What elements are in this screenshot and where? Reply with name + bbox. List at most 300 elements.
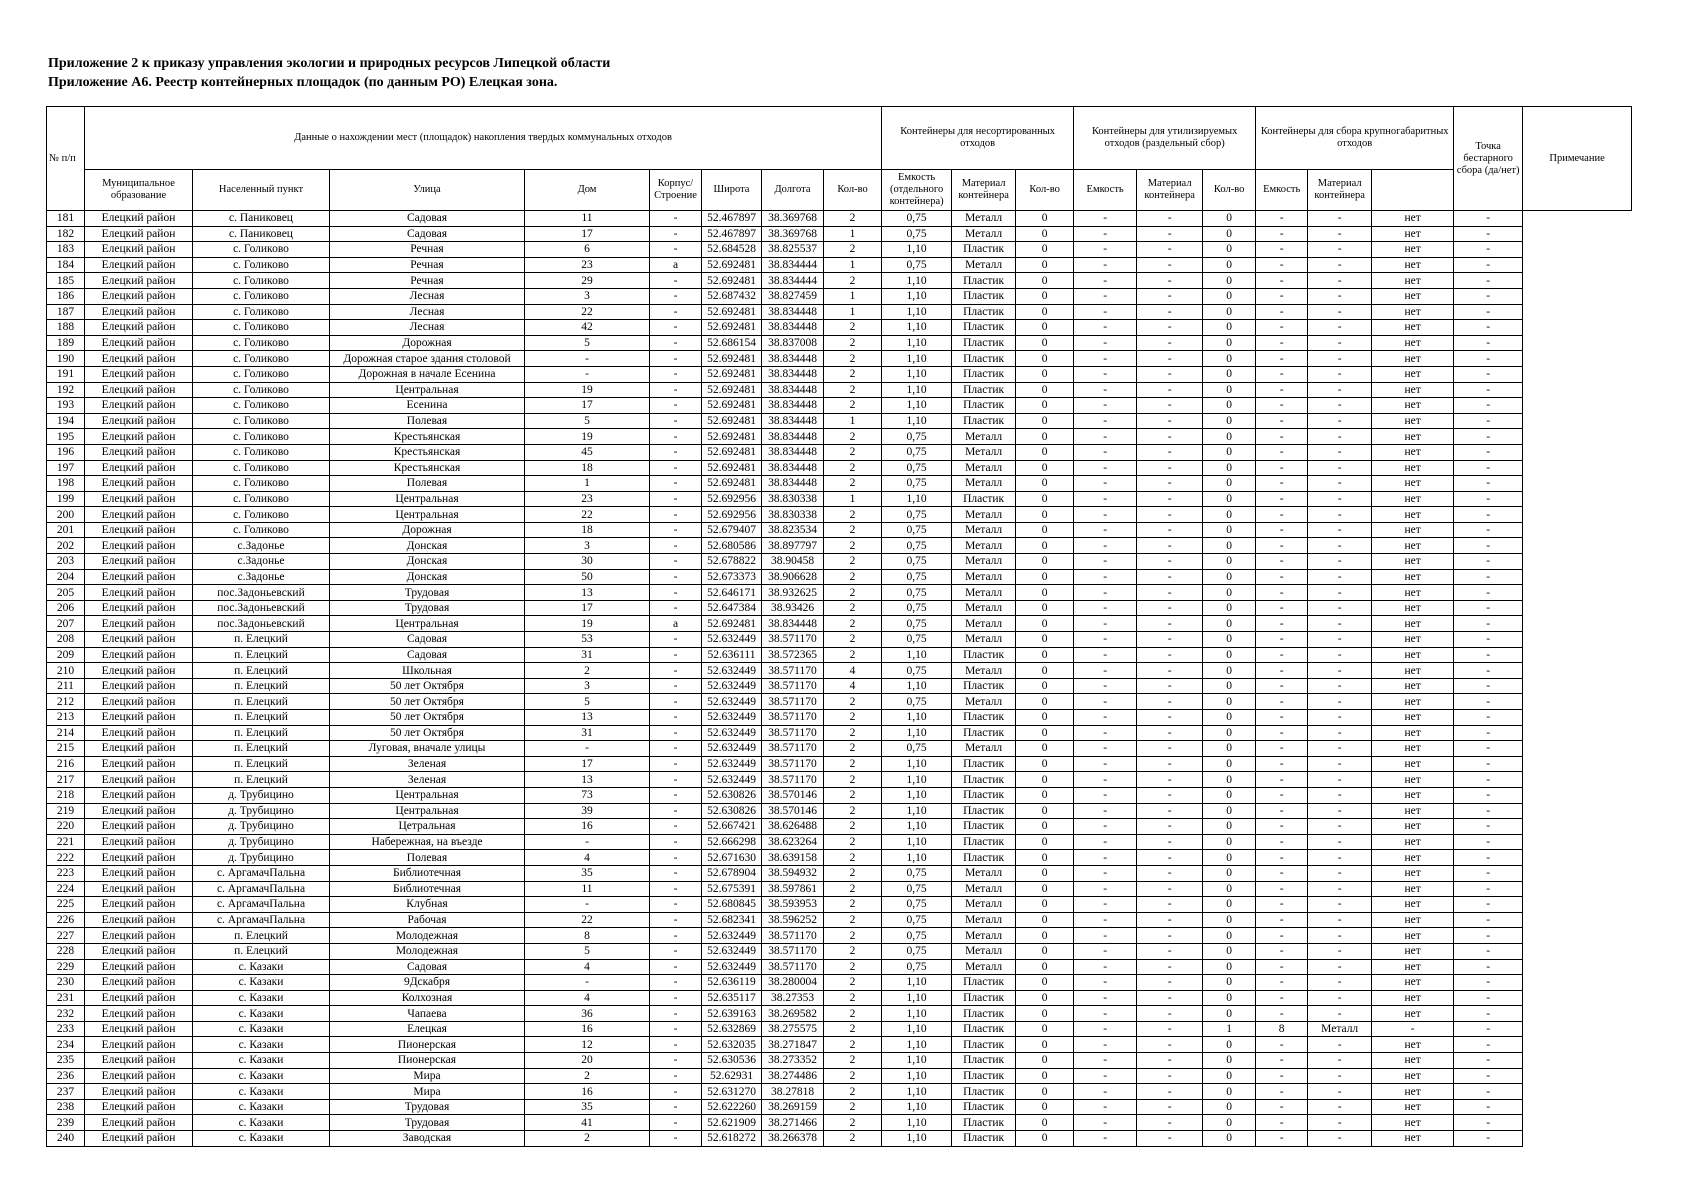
recyclable-capacity-cell: - — [1074, 772, 1137, 788]
unsorted-qty-cell: 2 — [824, 569, 882, 585]
street-cell: Библиотечная — [330, 881, 525, 897]
unsorted-material-cell: Пластик — [952, 725, 1016, 741]
unsorted-qty-cell: 2 — [824, 211, 882, 227]
house-cell: 11 — [525, 211, 650, 227]
bulky-capacity-cell: - — [1256, 320, 1308, 336]
bulky-capacity-cell: - — [1256, 413, 1308, 429]
unsorted-material-cell: Металл — [952, 257, 1016, 273]
recyclable-qty-cell: 0 — [1016, 928, 1074, 944]
recyclable-material-cell: - — [1137, 912, 1203, 928]
lon-cell: 38.834448 — [762, 476, 824, 492]
municipality-cell: Елецкий район — [85, 242, 193, 258]
row-num: 219 — [47, 803, 85, 819]
lon-cell: 38.271466 — [762, 1115, 824, 1131]
note-cell: - — [1454, 803, 1523, 819]
recyclable-qty-cell: 0 — [1016, 834, 1074, 850]
building-cell: - — [650, 429, 702, 445]
document-titles — [48, 54, 610, 92]
bulky-qty-cell: 0 — [1203, 632, 1256, 648]
bulky-capacity-cell: - — [1256, 647, 1308, 663]
row-num: 209 — [47, 647, 85, 663]
unsorted-capacity-cell: 1,10 — [882, 819, 952, 835]
row-num: 226 — [47, 912, 85, 928]
building-cell: - — [650, 460, 702, 476]
building-cell: - — [650, 569, 702, 585]
recyclable-capacity-cell: - — [1074, 725, 1137, 741]
recyclable-material-cell: - — [1137, 959, 1203, 975]
table-row — [47, 413, 1632, 429]
note-cell: - — [1454, 585, 1523, 601]
lat-cell: 52.692481 — [702, 382, 762, 398]
table-row — [47, 1037, 1632, 1053]
settlement-cell: с. Казаки — [193, 1115, 330, 1131]
street-cell: 50 лет Октября — [330, 694, 525, 710]
unsorted-material-cell: Пластик — [952, 398, 1016, 414]
house-cell: 18 — [525, 522, 650, 538]
street-cell: Донская — [330, 569, 525, 585]
note-cell: - — [1454, 398, 1523, 414]
row-num: 202 — [47, 538, 85, 554]
bulky-material-cell: - — [1308, 834, 1372, 850]
note-cell: - — [1454, 522, 1523, 538]
recyclable-qty-cell: 0 — [1016, 444, 1074, 460]
unsorted-capacity-cell: 1,10 — [882, 990, 952, 1006]
recyclable-qty-cell: 0 — [1016, 741, 1074, 757]
recyclable-material-cell: - — [1137, 710, 1203, 726]
table-row — [47, 632, 1632, 648]
recyclable-capacity-cell: - — [1074, 460, 1137, 476]
bulky-qty-cell: 0 — [1203, 1053, 1256, 1069]
unsorted-material-cell: Металл — [952, 444, 1016, 460]
lat-cell: 52.631270 — [702, 1084, 762, 1100]
bulky-qty-cell: 0 — [1203, 398, 1256, 414]
row-num: 239 — [47, 1115, 85, 1131]
unsorted-material-cell: Пластик — [952, 288, 1016, 304]
recyclable-qty-cell: 0 — [1016, 1115, 1074, 1131]
free-point-cell: нет — [1372, 1006, 1454, 1022]
unsorted-qty-cell: 1 — [824, 226, 882, 242]
bulky-material-cell: - — [1308, 398, 1372, 414]
house-cell: 22 — [525, 507, 650, 523]
title-line-1: Приложение 2 к приказу управления экологии и природных ресурсов Липецкой области — [48, 56, 611, 71]
street-cell: Трудовая — [330, 1099, 525, 1115]
free-point-cell: нет — [1372, 242, 1454, 258]
unsorted-qty-cell: 2 — [824, 398, 882, 414]
bulky-qty-cell: 0 — [1203, 273, 1256, 289]
recyclable-qty-cell: 0 — [1016, 865, 1074, 881]
lat-cell: 52.647384 — [702, 600, 762, 616]
recyclable-qty-cell: 0 — [1016, 257, 1074, 273]
settlement-cell: с. Голиково — [193, 351, 330, 367]
settlement-cell: п. Елецкий — [193, 647, 330, 663]
unsorted-capacity-cell: 1,10 — [882, 975, 952, 991]
free-point-cell: нет — [1372, 912, 1454, 928]
bulky-qty-cell: 0 — [1203, 647, 1256, 663]
bulky-material-cell: - — [1308, 335, 1372, 351]
row-num: 231 — [47, 990, 85, 1006]
bulky-capacity-cell: - — [1256, 1099, 1308, 1115]
house-cell: - — [525, 351, 650, 367]
header-location-group: Данные о нахождении мест (площадок) накопления твердых коммунальных отходов — [85, 107, 882, 170]
header-num: № п/п — [47, 107, 85, 211]
table-row — [47, 398, 1632, 414]
settlement-cell: п. Елецкий — [193, 928, 330, 944]
unsorted-capacity-cell: 0,75 — [882, 865, 952, 881]
recyclable-material-cell: - — [1137, 897, 1203, 913]
bulky-qty-cell: 0 — [1203, 569, 1256, 585]
recyclable-material-cell: - — [1137, 1037, 1203, 1053]
recyclable-material-cell: - — [1137, 585, 1203, 601]
bulky-qty-cell: 0 — [1203, 1099, 1256, 1115]
recyclable-qty-cell: 0 — [1016, 990, 1074, 1006]
unsorted-material-cell: Пластик — [952, 382, 1016, 398]
unsorted-qty-cell: 2 — [824, 460, 882, 476]
unsorted-qty-cell: 2 — [824, 1037, 882, 1053]
header-unsorted-capacity: Емкость (отдельного контейнера) — [882, 170, 952, 211]
row-num: 214 — [47, 725, 85, 741]
settlement-cell: д. Трубицино — [193, 850, 330, 866]
free-point-cell: нет — [1372, 772, 1454, 788]
free-point-cell: нет — [1372, 476, 1454, 492]
settlement-cell: с. Казаки — [193, 1006, 330, 1022]
municipality-cell: Елецкий район — [85, 1006, 193, 1022]
settlement-cell: с. Голиково — [193, 335, 330, 351]
lat-cell: 52.632449 — [702, 725, 762, 741]
bulky-qty-cell: 0 — [1203, 990, 1256, 1006]
lon-cell: 38.571170 — [762, 756, 824, 772]
unsorted-material-cell: Металл — [952, 460, 1016, 476]
municipality-cell: Елецкий район — [85, 444, 193, 460]
bulky-qty-cell: 0 — [1203, 335, 1256, 351]
row-num: 235 — [47, 1053, 85, 1069]
bulky-qty-cell: 0 — [1203, 211, 1256, 227]
unsorted-qty-cell: 2 — [824, 444, 882, 460]
table-row — [47, 663, 1632, 679]
settlement-cell: с. Казаки — [193, 975, 330, 991]
lat-cell: 52.618272 — [702, 1131, 762, 1147]
street-cell: Крестьянская — [330, 444, 525, 460]
row-num: 213 — [47, 710, 85, 726]
bulky-material-cell: - — [1308, 211, 1372, 227]
lat-cell: 52.622260 — [702, 1099, 762, 1115]
unsorted-qty-cell: 2 — [824, 538, 882, 554]
recyclable-qty-cell: 0 — [1016, 694, 1074, 710]
recyclable-material-cell: - — [1137, 663, 1203, 679]
unsorted-qty-cell: 2 — [824, 382, 882, 398]
bulky-material-cell: - — [1308, 226, 1372, 242]
settlement-cell: с. АргамачПальна — [193, 881, 330, 897]
settlement-cell: п. Елецкий — [193, 725, 330, 741]
unsorted-capacity-cell: 1,10 — [882, 850, 952, 866]
header-recyclable-qty: Кол-во — [1016, 170, 1074, 211]
building-cell: - — [650, 444, 702, 460]
recyclable-qty-cell: 0 — [1016, 943, 1074, 959]
bulky-capacity-cell: - — [1256, 600, 1308, 616]
row-num: 228 — [47, 943, 85, 959]
unsorted-capacity-cell: 1,10 — [882, 1115, 952, 1131]
lat-cell: 52.632449 — [702, 772, 762, 788]
header-house: Дом — [525, 170, 650, 211]
bulky-qty-cell: 0 — [1203, 1068, 1256, 1084]
municipality-cell: Елецкий район — [85, 694, 193, 710]
free-point-cell: нет — [1372, 1053, 1454, 1069]
lon-cell: 38.834448 — [762, 366, 824, 382]
street-cell: Лесная — [330, 320, 525, 336]
bulky-capacity-cell: - — [1256, 382, 1308, 398]
unsorted-material-cell: Пластик — [952, 1037, 1016, 1053]
recyclable-capacity-cell: - — [1074, 694, 1137, 710]
lon-cell: 38.837008 — [762, 335, 824, 351]
unsorted-qty-cell: 2 — [824, 320, 882, 336]
building-cell: - — [650, 304, 702, 320]
street-cell: Дорожная в начале Есенина — [330, 366, 525, 382]
street-cell: Полевая — [330, 413, 525, 429]
municipality-cell: Елецкий район — [85, 975, 193, 991]
recyclable-capacity-cell: - — [1074, 522, 1137, 538]
lat-cell: 52.692481 — [702, 398, 762, 414]
recyclable-material-cell: - — [1137, 725, 1203, 741]
bulky-capacity-cell: - — [1256, 554, 1308, 570]
recyclable-capacity-cell: - — [1074, 819, 1137, 835]
bulky-material-cell: - — [1308, 382, 1372, 398]
table-row — [47, 710, 1632, 726]
free-point-cell: нет — [1372, 522, 1454, 538]
recyclable-capacity-cell: - — [1074, 1037, 1137, 1053]
unsorted-capacity-cell: 0,75 — [882, 741, 952, 757]
unsorted-capacity-cell: 0,75 — [882, 912, 952, 928]
unsorted-qty-cell: 2 — [824, 273, 882, 289]
recyclable-capacity-cell: - — [1074, 881, 1137, 897]
municipality-cell: Елецкий район — [85, 226, 193, 242]
unsorted-capacity-cell: 1,10 — [882, 398, 952, 414]
unsorted-capacity-cell: 1,10 — [882, 1006, 952, 1022]
recyclable-capacity-cell: - — [1074, 476, 1137, 492]
house-cell: 16 — [525, 1021, 650, 1037]
row-num: 186 — [47, 288, 85, 304]
unsorted-material-cell: Металл — [952, 585, 1016, 601]
settlement-cell: п. Елецкий — [193, 663, 330, 679]
header-recyclable-capacity: Емкость — [1074, 170, 1137, 211]
house-cell: - — [525, 975, 650, 991]
note-cell: - — [1454, 741, 1523, 757]
lon-cell: 38.571170 — [762, 772, 824, 788]
unsorted-qty-cell: 2 — [824, 975, 882, 991]
free-point-cell: нет — [1372, 959, 1454, 975]
municipality-cell: Елецкий район — [85, 1021, 193, 1037]
recyclable-qty-cell: 0 — [1016, 351, 1074, 367]
recyclable-capacity-cell: - — [1074, 943, 1137, 959]
street-cell: Садовая — [330, 226, 525, 242]
unsorted-qty-cell: 2 — [824, 1099, 882, 1115]
note-cell: - — [1454, 320, 1523, 336]
free-point-cell: нет — [1372, 881, 1454, 897]
table-row — [47, 444, 1632, 460]
lat-cell: 52.630826 — [702, 787, 762, 803]
lat-cell: 52.630536 — [702, 1053, 762, 1069]
free-point-cell: нет — [1372, 335, 1454, 351]
building-cell: - — [650, 725, 702, 741]
lon-cell: 38.369768 — [762, 211, 824, 227]
unsorted-qty-cell: 2 — [824, 756, 882, 772]
municipality-cell: Елецкий район — [85, 476, 193, 492]
bulky-qty-cell: 0 — [1203, 943, 1256, 959]
bulky-qty-cell: 0 — [1203, 538, 1256, 554]
recyclable-capacity-cell: - — [1074, 366, 1137, 382]
bulky-material-cell: - — [1308, 522, 1372, 538]
lon-cell: 38.597861 — [762, 881, 824, 897]
lon-cell: 38.897797 — [762, 538, 824, 554]
street-cell: Речная — [330, 273, 525, 289]
recyclable-capacity-cell: - — [1074, 351, 1137, 367]
lat-cell: 52.686154 — [702, 335, 762, 351]
house-cell: 5 — [525, 413, 650, 429]
municipality-cell: Елецкий район — [85, 507, 193, 523]
bulky-material-cell: - — [1308, 756, 1372, 772]
street-cell: Донская — [330, 538, 525, 554]
recyclable-capacity-cell: - — [1074, 663, 1137, 679]
unsorted-capacity-cell: 1,10 — [882, 382, 952, 398]
recyclable-material-cell: - — [1137, 1084, 1203, 1100]
unsorted-capacity-cell: 1,10 — [882, 304, 952, 320]
bulky-capacity-cell: - — [1256, 959, 1308, 975]
recyclable-capacity-cell: - — [1074, 803, 1137, 819]
municipality-cell: Елецкий район — [85, 538, 193, 554]
free-point-cell: нет — [1372, 351, 1454, 367]
house-cell: 23 — [525, 491, 650, 507]
unsorted-material-cell: Пластик — [952, 710, 1016, 726]
settlement-cell: с. Казаки — [193, 1084, 330, 1100]
house-cell: 3 — [525, 288, 650, 304]
house-cell: 16 — [525, 1084, 650, 1100]
recyclable-capacity-cell: - — [1074, 1006, 1137, 1022]
house-cell: 13 — [525, 772, 650, 788]
note-cell: - — [1454, 632, 1523, 648]
street-cell: Зеленая — [330, 756, 525, 772]
unsorted-material-cell: Металл — [952, 554, 1016, 570]
unsorted-capacity-cell: 1,10 — [882, 772, 952, 788]
lat-cell: 52.678904 — [702, 865, 762, 881]
row-num: 205 — [47, 585, 85, 601]
lon-cell: 38.275575 — [762, 1021, 824, 1037]
house-cell: 20 — [525, 1053, 650, 1069]
bulky-capacity-cell: - — [1256, 912, 1308, 928]
recyclable-qty-cell: 0 — [1016, 632, 1074, 648]
table-row — [47, 554, 1632, 570]
municipality-cell: Елецкий район — [85, 1099, 193, 1115]
house-cell: 42 — [525, 320, 650, 336]
table-row — [47, 694, 1632, 710]
table-row — [47, 1053, 1632, 1069]
street-cell: Речная — [330, 242, 525, 258]
street-cell: Дорожная старое здания столовой — [330, 351, 525, 367]
municipality-cell: Елецкий район — [85, 834, 193, 850]
lon-cell: 38.626488 — [762, 819, 824, 835]
recyclable-capacity-cell: - — [1074, 382, 1137, 398]
bulky-qty-cell: 0 — [1203, 351, 1256, 367]
street-cell: Пионерская — [330, 1037, 525, 1053]
table-row — [47, 211, 1632, 227]
street-cell: Зеленая — [330, 772, 525, 788]
street-cell: Клубная — [330, 897, 525, 913]
lon-cell: 38.834448 — [762, 351, 824, 367]
settlement-cell: с. Голиково — [193, 507, 330, 523]
lat-cell: 52.646171 — [702, 585, 762, 601]
lat-cell: 52.636119 — [702, 975, 762, 991]
lat-cell: 52.636111 — [702, 647, 762, 663]
lon-cell: 38.830338 — [762, 491, 824, 507]
lon-cell: 38.571170 — [762, 678, 824, 694]
table-row — [47, 366, 1632, 382]
recyclable-material-cell: - — [1137, 943, 1203, 959]
municipality-cell: Елецкий район — [85, 413, 193, 429]
street-cell: Центральная — [330, 787, 525, 803]
header-lat: Широта — [702, 170, 762, 211]
unsorted-capacity-cell: 1,10 — [882, 366, 952, 382]
recyclable-capacity-cell: - — [1074, 741, 1137, 757]
note-cell: - — [1454, 881, 1523, 897]
table-row — [47, 772, 1632, 788]
recyclable-material-cell: - — [1137, 491, 1203, 507]
settlement-cell: д. Трубицино — [193, 803, 330, 819]
unsorted-material-cell: Металл — [952, 663, 1016, 679]
bulky-qty-cell: 0 — [1203, 444, 1256, 460]
bulky-capacity-cell: - — [1256, 1037, 1308, 1053]
bulky-material-cell: - — [1308, 928, 1372, 944]
bulky-capacity-cell: - — [1256, 460, 1308, 476]
lat-cell: 52.632449 — [702, 710, 762, 726]
recyclable-material-cell: - — [1137, 429, 1203, 445]
municipality-cell: Елецкий район — [85, 772, 193, 788]
recyclable-qty-cell: 0 — [1016, 1131, 1074, 1147]
bulky-capacity-cell: - — [1256, 803, 1308, 819]
house-cell: 13 — [525, 585, 650, 601]
recyclable-qty-cell: 0 — [1016, 1037, 1074, 1053]
header-recyclable-group: Контейнеры для утилизируемых отходов (раздельный сбор) — [1074, 107, 1256, 170]
settlement-cell: с. Голиково — [193, 382, 330, 398]
row-num: 204 — [47, 569, 85, 585]
row-num: 224 — [47, 881, 85, 897]
table-row — [47, 803, 1632, 819]
house-cell: 5 — [525, 943, 650, 959]
house-cell: 17 — [525, 756, 650, 772]
unsorted-material-cell: Пластик — [952, 1021, 1016, 1037]
building-cell: - — [650, 1068, 702, 1084]
building-cell: - — [650, 1099, 702, 1115]
lon-cell: 38.823534 — [762, 522, 824, 538]
bulky-material-cell: - — [1308, 1053, 1372, 1069]
recyclable-capacity-cell: - — [1074, 678, 1137, 694]
free-point-cell: нет — [1372, 725, 1454, 741]
recyclable-capacity-cell: - — [1074, 585, 1137, 601]
free-point-cell: нет — [1372, 897, 1454, 913]
recyclable-material-cell: - — [1137, 819, 1203, 835]
municipality-cell: Елецкий район — [85, 273, 193, 289]
house-cell: 16 — [525, 819, 650, 835]
note-cell: - — [1454, 710, 1523, 726]
note-cell: - — [1454, 663, 1523, 679]
note-cell: - — [1454, 787, 1523, 803]
recyclable-capacity-cell: - — [1074, 897, 1137, 913]
bulky-capacity-cell: - — [1256, 398, 1308, 414]
bulky-qty-cell: 0 — [1203, 725, 1256, 741]
recyclable-capacity-cell: - — [1074, 569, 1137, 585]
unsorted-qty-cell: 2 — [824, 819, 882, 835]
recyclable-capacity-cell: - — [1074, 398, 1137, 414]
unsorted-qty-cell: 2 — [824, 585, 882, 601]
unsorted-material-cell: Пластик — [952, 990, 1016, 1006]
lat-cell: 52.62931 — [702, 1068, 762, 1084]
municipality-cell: Елецкий район — [85, 756, 193, 772]
